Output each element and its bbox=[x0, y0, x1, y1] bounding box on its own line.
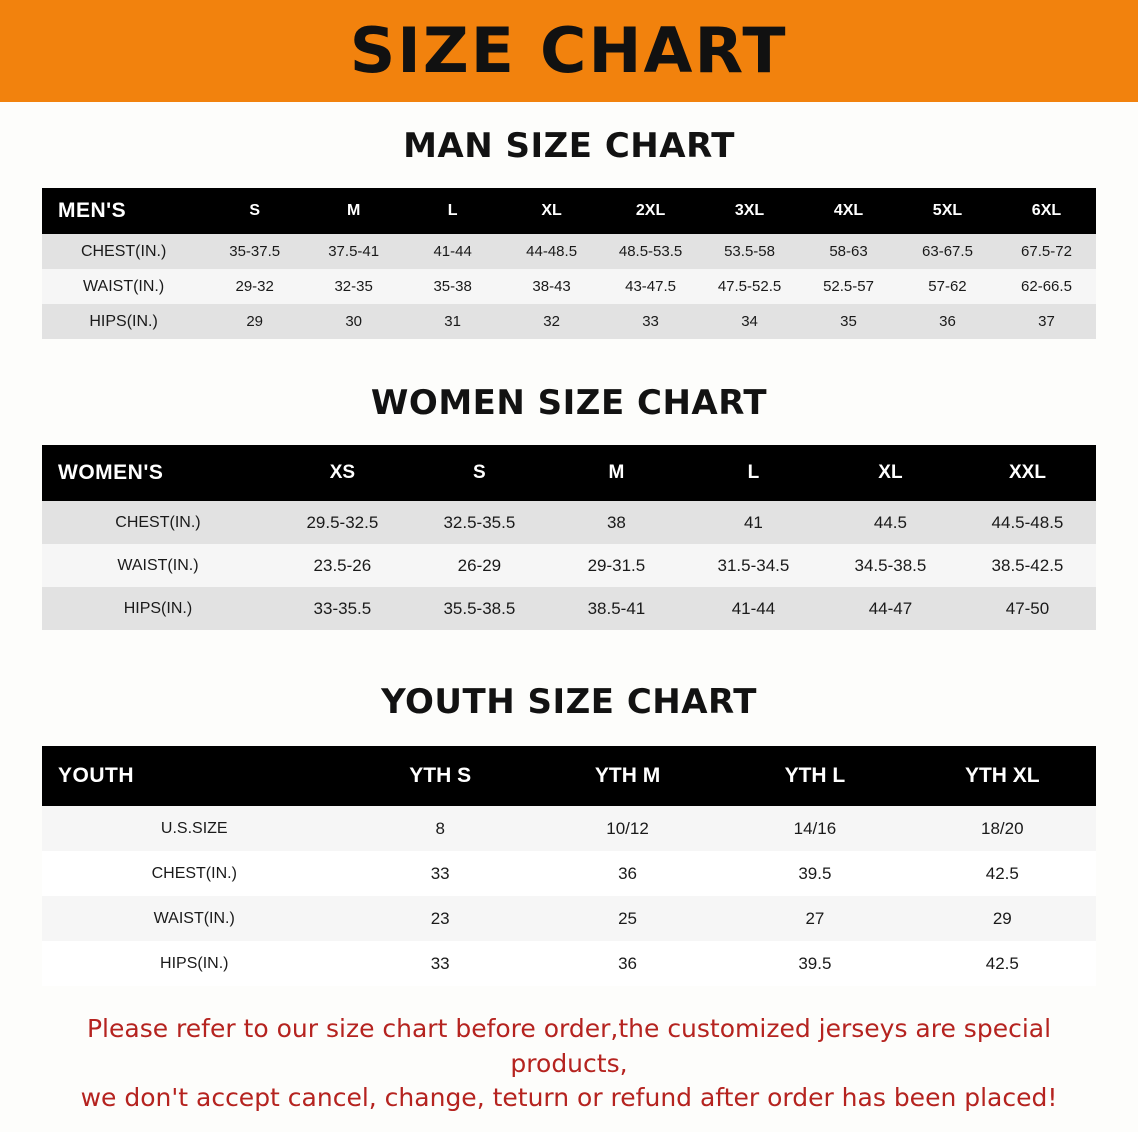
men-size-table bbox=[42, 188, 1096, 339]
table-cell: 52.5-57 bbox=[799, 269, 898, 304]
page-banner bbox=[0, 0, 1138, 102]
table-cell: 32.5-35.5 bbox=[411, 501, 548, 544]
women-header-xxl: XXL bbox=[959, 445, 1096, 501]
table-cell: 14/16 bbox=[721, 806, 908, 851]
women-header-l: L bbox=[685, 445, 822, 501]
table-row bbox=[42, 587, 1096, 630]
table-cell: 31 bbox=[403, 304, 502, 339]
women-header-s: S bbox=[411, 445, 548, 501]
men-header-3xl: 3XL bbox=[700, 188, 799, 234]
women-size-table bbox=[42, 445, 1096, 630]
table-cell: 18/20 bbox=[909, 806, 1096, 851]
table-cell: 38.5-42.5 bbox=[959, 544, 1096, 587]
men-header-label: MEN'S bbox=[42, 188, 205, 234]
women-row-label-waist: WAIST(IN.) bbox=[42, 544, 274, 587]
table-cell: 44-47 bbox=[822, 587, 959, 630]
table-cell: 35 bbox=[799, 304, 898, 339]
table-cell: 41 bbox=[685, 501, 822, 544]
table-cell: 26-29 bbox=[411, 544, 548, 587]
table-cell: 23 bbox=[347, 896, 534, 941]
women-header-xl: XL bbox=[822, 445, 959, 501]
men-table-wrap bbox=[42, 188, 1096, 339]
youth-size-table bbox=[42, 746, 1096, 986]
table-cell: 35.5-38.5 bbox=[411, 587, 548, 630]
table-cell: 48.5-53.5 bbox=[601, 234, 700, 269]
table-header-row bbox=[42, 445, 1096, 501]
table-cell: 36 bbox=[898, 304, 997, 339]
youth-row-label-ussize: U.S.SIZE bbox=[42, 806, 347, 851]
men-header-5xl: 5XL bbox=[898, 188, 997, 234]
table-cell: 32-35 bbox=[304, 269, 403, 304]
table-cell: 29-32 bbox=[205, 269, 304, 304]
table-cell: 10/12 bbox=[534, 806, 721, 851]
table-row bbox=[42, 544, 1096, 587]
table-row bbox=[42, 851, 1096, 896]
table-cell: 38 bbox=[548, 501, 685, 544]
table-header-row bbox=[42, 746, 1096, 806]
table-cell: 38.5-41 bbox=[548, 587, 685, 630]
table-cell: 47-50 bbox=[959, 587, 1096, 630]
page-title: SIZE CHART bbox=[350, 14, 788, 87]
table-cell: 29.5-32.5 bbox=[274, 501, 411, 544]
table-row bbox=[42, 234, 1096, 269]
table-cell: 35-38 bbox=[403, 269, 502, 304]
table-cell: 41-44 bbox=[403, 234, 502, 269]
youth-row-label-chest: CHEST(IN.) bbox=[42, 851, 347, 896]
youth-header-l: YTH L bbox=[721, 746, 908, 806]
table-cell: 39.5 bbox=[721, 941, 908, 986]
table-row bbox=[42, 269, 1096, 304]
youth-header-label: YOUTH bbox=[42, 746, 347, 806]
women-header-label: WOMEN'S bbox=[42, 445, 274, 501]
table-cell: 34 bbox=[700, 304, 799, 339]
disclaimer-line-2: we don't accept cancel, change, teturn or refund after order has been placed! bbox=[80, 1083, 1058, 1112]
table-cell: 31.5-34.5 bbox=[685, 544, 822, 587]
men-header-s: S bbox=[205, 188, 304, 234]
table-cell: 34.5-38.5 bbox=[822, 544, 959, 587]
table-cell: 35-37.5 bbox=[205, 234, 304, 269]
disclaimer-line-1: Please refer to our size chart before order,the customized jerseys are special products, bbox=[86, 1014, 1052, 1078]
table-cell: 33-35.5 bbox=[274, 587, 411, 630]
men-header-l: L bbox=[403, 188, 502, 234]
women-header-m: M bbox=[548, 445, 685, 501]
table-cell: 8 bbox=[347, 806, 534, 851]
table-cell: 43-47.5 bbox=[601, 269, 700, 304]
youth-row-label-hips: HIPS(IN.) bbox=[42, 941, 347, 986]
men-row-label-waist: WAIST(IN.) bbox=[42, 269, 205, 304]
table-cell: 39.5 bbox=[721, 851, 908, 896]
table-cell: 37 bbox=[997, 304, 1096, 339]
table-cell: 62-66.5 bbox=[997, 269, 1096, 304]
table-cell: 29-31.5 bbox=[548, 544, 685, 587]
men-header-m: M bbox=[304, 188, 403, 234]
table-row bbox=[42, 896, 1096, 941]
table-cell: 44.5-48.5 bbox=[959, 501, 1096, 544]
table-cell: 38-43 bbox=[502, 269, 601, 304]
youth-header-s: YTH S bbox=[347, 746, 534, 806]
table-row bbox=[42, 304, 1096, 339]
men-row-label-hips: HIPS(IN.) bbox=[42, 304, 205, 339]
youth-row-label-waist: WAIST(IN.) bbox=[42, 896, 347, 941]
women-row-label-chest: CHEST(IN.) bbox=[42, 501, 274, 544]
table-cell: 23.5-26 bbox=[274, 544, 411, 587]
table-cell: 33 bbox=[347, 941, 534, 986]
women-row-label-hips: HIPS(IN.) bbox=[42, 587, 274, 630]
table-cell: 33 bbox=[347, 851, 534, 896]
disclaimer-note bbox=[36, 1012, 1102, 1116]
table-cell: 33 bbox=[601, 304, 700, 339]
table-cell: 29 bbox=[909, 896, 1096, 941]
table-cell: 37.5-41 bbox=[304, 234, 403, 269]
table-cell: 30 bbox=[304, 304, 403, 339]
men-header-6xl: 6XL bbox=[997, 188, 1096, 234]
men-header-xl: XL bbox=[502, 188, 601, 234]
men-row-label-chest: CHEST(IN.) bbox=[42, 234, 205, 269]
men-header-4xl: 4XL bbox=[799, 188, 898, 234]
youth-table-wrap bbox=[42, 746, 1096, 986]
section-title-women: WOMEN SIZE CHART bbox=[370, 383, 768, 423]
table-header-row bbox=[42, 188, 1096, 234]
table-cell: 57-62 bbox=[898, 269, 997, 304]
table-cell: 27 bbox=[721, 896, 908, 941]
table-cell: 44-48.5 bbox=[502, 234, 601, 269]
women-table-wrap bbox=[42, 445, 1096, 630]
section-title-man: MAN SIZE CHART bbox=[403, 126, 735, 166]
table-row bbox=[42, 501, 1096, 544]
table-cell: 42.5 bbox=[909, 851, 1096, 896]
table-cell: 32 bbox=[502, 304, 601, 339]
table-row bbox=[42, 806, 1096, 851]
table-cell: 47.5-52.5 bbox=[700, 269, 799, 304]
table-cell: 44.5 bbox=[822, 501, 959, 544]
table-cell: 58-63 bbox=[799, 234, 898, 269]
youth-header-m: YTH M bbox=[534, 746, 721, 806]
women-header-xs: XS bbox=[274, 445, 411, 501]
table-cell: 29 bbox=[205, 304, 304, 339]
table-row bbox=[42, 941, 1096, 986]
table-cell: 36 bbox=[534, 851, 721, 896]
table-cell: 53.5-58 bbox=[700, 234, 799, 269]
men-header-2xl: 2XL bbox=[601, 188, 700, 234]
table-cell: 41-44 bbox=[685, 587, 822, 630]
table-cell: 42.5 bbox=[909, 941, 1096, 986]
table-cell: 25 bbox=[534, 896, 721, 941]
section-title-youth: YOUTH SIZE CHART bbox=[381, 682, 757, 722]
table-cell: 63-67.5 bbox=[898, 234, 997, 269]
table-cell: 36 bbox=[534, 941, 721, 986]
table-cell: 67.5-72 bbox=[997, 234, 1096, 269]
youth-header-xl: YTH XL bbox=[909, 746, 1096, 806]
